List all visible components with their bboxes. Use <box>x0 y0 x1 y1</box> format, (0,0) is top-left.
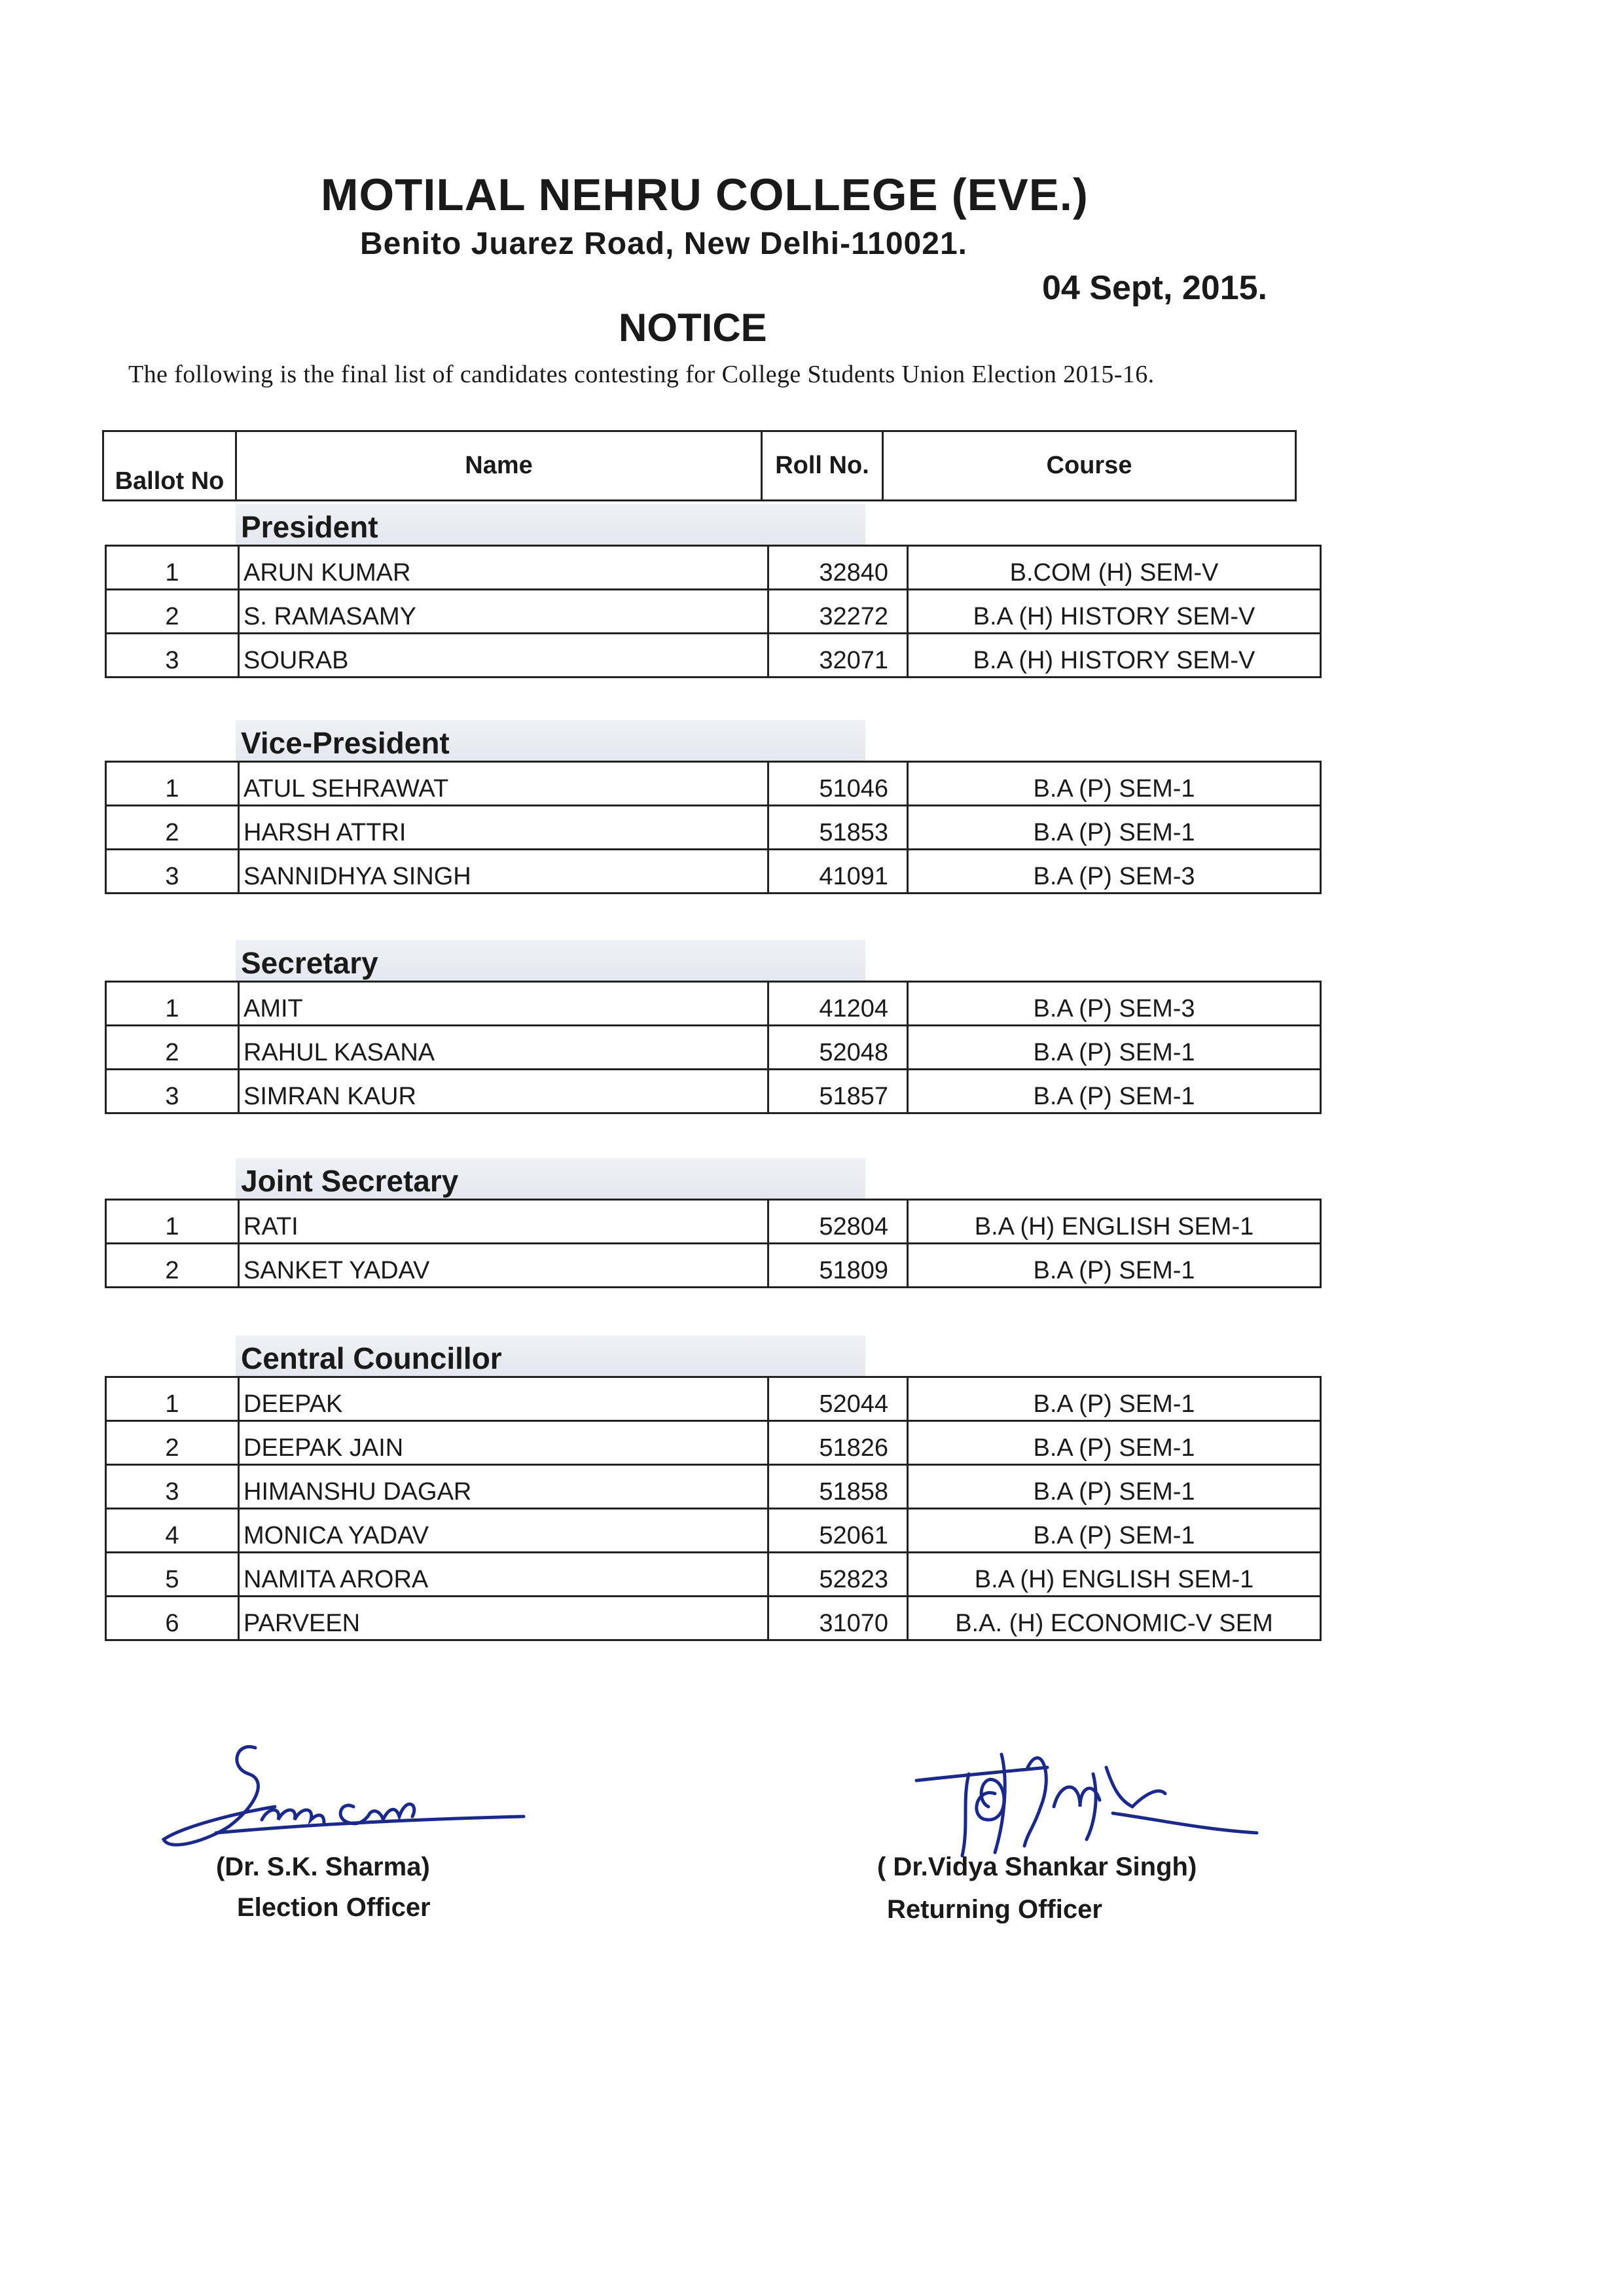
ballot-cell: 2 <box>106 1421 239 1465</box>
ballot-no-header: Ballot No <box>103 431 236 501</box>
course-cell: B.A (P) SEM-3 <box>908 982 1321 1026</box>
notice-intro: The following is the final list of candidates contesting for College Students Union Election 2015-16. <box>128 361 1155 388</box>
course-cell: B.A (P) SEM-1 <box>908 1421 1321 1465</box>
college-address: Benito Juarez Road, New Delhi-110021. <box>360 226 967 261</box>
roll-cell: 52048 <box>768 1026 908 1070</box>
ballot-cell: 3 <box>106 634 239 678</box>
table-row <box>106 1377 1321 1421</box>
name-cell: S. RAMASAMY <box>239 590 768 634</box>
table-row <box>106 1244 1321 1288</box>
table-row <box>106 1026 1321 1070</box>
ballot-cell: 2 <box>106 1244 239 1288</box>
roll-cell: 52823 <box>768 1553 908 1597</box>
election-officer-name: (Dr. S.K. Sharma) <box>216 1852 430 1881</box>
section-title: Secretary <box>236 940 865 981</box>
name-cell: DEEPAK JAIN <box>239 1421 768 1465</box>
candidate-table <box>105 1199 1322 1288</box>
ballot-cell: 2 <box>106 1026 239 1070</box>
ballot-cell: 1 <box>106 546 239 590</box>
name-cell: ARUN KUMAR <box>239 546 768 590</box>
course-cell: B.A (H) ENGLISH SEM-1 <box>908 1200 1321 1244</box>
section-title: Central Councillor <box>236 1335 865 1376</box>
name-cell: RATI <box>239 1200 768 1244</box>
course-cell: B.A. (H) ECONOMIC-V SEM <box>908 1597 1321 1640</box>
candidate-table <box>105 981 1322 1114</box>
notice-title: NOTICE <box>619 306 767 350</box>
table-row <box>106 1553 1321 1597</box>
section-title: Joint Secretary <box>236 1158 865 1199</box>
column-header-table <box>102 430 1297 501</box>
table-row <box>106 1421 1321 1465</box>
roll-cell: 32071 <box>768 634 908 678</box>
name-cell: SOURAB <box>239 634 768 678</box>
table-row <box>106 982 1321 1026</box>
roll-cell: 52044 <box>768 1377 908 1421</box>
name-cell: MONICA YADAV <box>239 1509 768 1553</box>
candidate-table <box>105 1376 1322 1641</box>
course-cell: B.A (P) SEM-3 <box>908 850 1321 894</box>
roll-cell: 52061 <box>768 1509 908 1553</box>
ballot-cell: 3 <box>106 850 239 894</box>
notice-date: 04 Sept, 2015. <box>1042 269 1267 307</box>
ballot-cell: 1 <box>106 762 239 806</box>
name-cell: SIMRAN KAUR <box>239 1070 768 1113</box>
roll-cell: 41091 <box>768 850 908 894</box>
ballot-cell: 5 <box>106 1553 239 1597</box>
course-cell: B.A (H) ENGLISH SEM-1 <box>908 1553 1321 1597</box>
college-name: MOTILAL NEHRU COLLEGE (EVE.) <box>321 170 1089 220</box>
course-cell: B.A (P) SEM-1 <box>908 1070 1321 1113</box>
name-cell: NAMITA ARORA <box>239 1553 768 1597</box>
roll-cell: 51809 <box>768 1244 908 1288</box>
course-cell: B.A (P) SEM-1 <box>908 1377 1321 1421</box>
name-cell: ATUL SEHRAWAT <box>239 762 768 806</box>
table-row <box>106 1509 1321 1553</box>
table-row <box>106 590 1321 634</box>
election-officer-role: Election Officer <box>237 1893 431 1922</box>
returning-officer-name: ( Dr.Vidya Shankar Singh) <box>877 1852 1197 1881</box>
course-cell: B.A (P) SEM-1 <box>908 762 1321 806</box>
table-row <box>106 1070 1321 1113</box>
name-cell: PARVEEN <box>239 1597 768 1640</box>
course-cell: B.A (H) HISTORY SEM-V <box>908 590 1321 634</box>
name-cell: SANNIDHYA SINGH <box>239 850 768 894</box>
returning-officer-role: Returning Officer <box>887 1895 1102 1924</box>
course-cell: B.A (P) SEM-1 <box>908 1509 1321 1553</box>
roll-cell: 41204 <box>768 982 908 1026</box>
course-cell: B.A (P) SEM-1 <box>908 1465 1321 1509</box>
ballot-cell: 1 <box>106 1200 239 1244</box>
roll-cell: 51858 <box>768 1465 908 1509</box>
table-row <box>106 806 1321 850</box>
returning-officer-signature <box>897 1728 1263 1866</box>
ballot-cell: 1 <box>106 982 239 1026</box>
name-cell: HIMANSHU DAGAR <box>239 1465 768 1509</box>
roll-cell: 51826 <box>768 1421 908 1465</box>
election-officer-signature <box>157 1728 537 1859</box>
table-row <box>106 1200 1321 1244</box>
ballot-cell: 2 <box>106 806 239 850</box>
course-cell: B.COM (H) SEM-V <box>908 546 1321 590</box>
name-header: Name <box>236 431 762 501</box>
table-row <box>106 762 1321 806</box>
roll-cell: 32840 <box>768 546 908 590</box>
course-header: Course <box>883 431 1296 501</box>
roll-cell: 51853 <box>768 806 908 850</box>
ballot-cell: 3 <box>106 1070 239 1113</box>
name-cell: AMIT <box>239 982 768 1026</box>
roll-no-header: Roll No. <box>762 431 883 501</box>
roll-cell: 51857 <box>768 1070 908 1113</box>
roll-cell: 32272 <box>768 590 908 634</box>
name-cell: HARSH ATTRI <box>239 806 768 850</box>
table-row <box>106 634 1321 678</box>
ballot-cell: 3 <box>106 1465 239 1509</box>
section-title: President <box>236 504 865 545</box>
ballot-cell: 2 <box>106 590 239 634</box>
section-title: Vice-President <box>236 720 865 761</box>
course-cell: B.A (P) SEM-1 <box>908 1244 1321 1288</box>
ballot-cell: 1 <box>106 1377 239 1421</box>
table-row <box>106 1597 1321 1640</box>
course-cell: B.A (P) SEM-1 <box>908 806 1321 850</box>
roll-cell: 52804 <box>768 1200 908 1244</box>
table-row <box>106 546 1321 590</box>
name-cell: SANKET YADAV <box>239 1244 768 1288</box>
table-row <box>106 850 1321 894</box>
candidate-table <box>105 761 1322 894</box>
course-cell: B.A (H) HISTORY SEM-V <box>908 634 1321 678</box>
course-cell: B.A (P) SEM-1 <box>908 1026 1321 1070</box>
ballot-cell: 4 <box>106 1509 239 1553</box>
ballot-cell: 6 <box>106 1597 239 1640</box>
name-cell: RAHUL KASANA <box>239 1026 768 1070</box>
roll-cell: 51046 <box>768 762 908 806</box>
table-row <box>106 1465 1321 1509</box>
roll-cell: 31070 <box>768 1597 908 1640</box>
name-cell: DEEPAK <box>239 1377 768 1421</box>
candidate-table <box>105 545 1322 678</box>
